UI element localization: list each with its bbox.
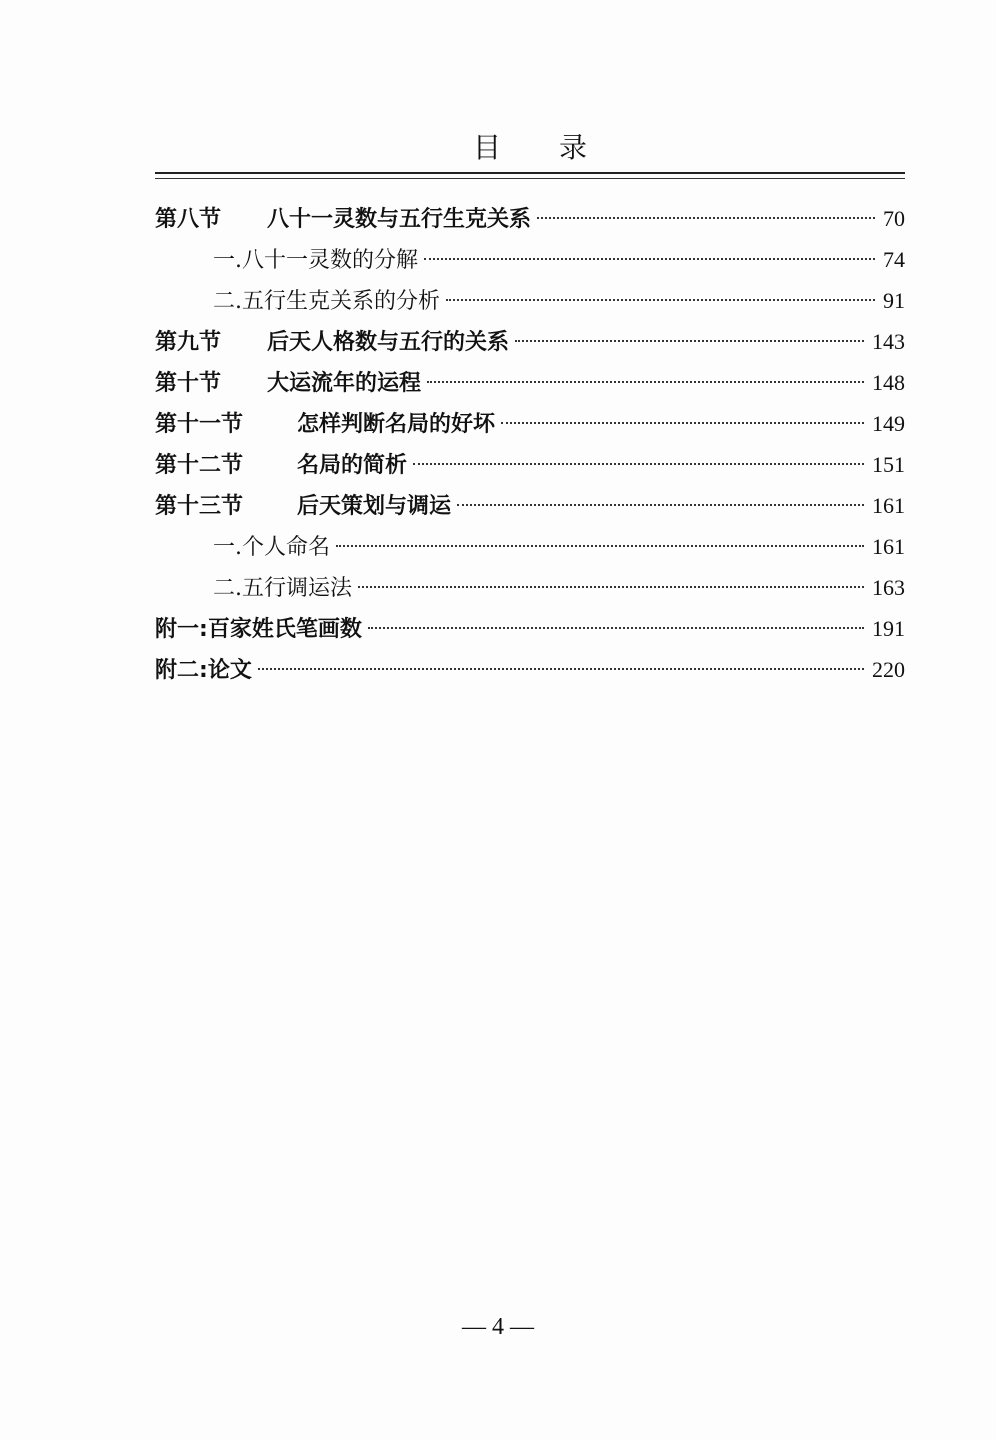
toc-entry-title: 后天人格数与五行的关系	[267, 330, 510, 355]
toc-leader-dots	[446, 299, 875, 301]
toc-entry-title: 八十一灵数的分解	[242, 248, 419, 273]
toc-entry-title: 后天策划与调运	[297, 494, 452, 519]
toc-entry[interactable]	[155, 485, 905, 526]
toc-entry-page: 161	[872, 493, 905, 518]
toc-entry-number: 第十三节	[155, 494, 244, 519]
toc-entry-number: 一.	[213, 248, 242, 273]
toc-leader-dots	[258, 668, 864, 670]
toc-entry-number: 第十一节	[155, 412, 244, 437]
header-rule-thick	[155, 172, 905, 174]
toc-leader-dots	[501, 422, 864, 424]
toc-entry[interactable]	[155, 649, 905, 690]
toc-entry-page: 191	[872, 616, 905, 641]
table-of-contents	[155, 198, 905, 690]
toc-entry-number: 第十节	[155, 371, 222, 396]
toc-entry[interactable]	[155, 444, 905, 485]
toc-entry-page: 91	[883, 288, 905, 313]
toc-entry-page: 151	[872, 452, 905, 477]
toc-entry-title: 名局的简析	[297, 453, 408, 478]
toc-leader-dots	[424, 258, 875, 260]
toc-entry-number: 第八节	[155, 207, 222, 232]
toc-entry-page: 70	[883, 206, 905, 231]
toc-entry[interactable]	[155, 198, 905, 239]
toc-entry-title: 百家姓氏笔画数	[207, 617, 362, 642]
toc-leader-dots	[336, 545, 864, 547]
toc-entry-title: 论文	[207, 658, 252, 683]
toc-entry[interactable]	[155, 567, 905, 608]
toc-leader-dots	[358, 586, 864, 588]
toc-entry[interactable]	[155, 239, 905, 280]
toc-entry-page: 74	[883, 247, 905, 272]
toc-entry-title: 五行调运法	[242, 576, 353, 601]
toc-leader-dots	[413, 463, 864, 465]
toc-entry[interactable]	[155, 608, 905, 649]
toc-entry-page: 161	[872, 534, 905, 559]
toc-entry-number: 一.	[213, 535, 242, 560]
toc-entry-title: 怎样判断名局的好坏	[297, 412, 496, 437]
toc-entry-page: 149	[872, 411, 905, 436]
toc-entry[interactable]	[155, 321, 905, 362]
toc-entry-page: 163	[872, 575, 905, 600]
toc-entry-number: 二.	[213, 576, 242, 601]
toc-entry-page: 148	[872, 370, 905, 395]
toc-entry-title: 大运流年的运程	[267, 371, 422, 396]
toc-entry[interactable]	[155, 403, 905, 444]
page-header-title: 目录	[472, 131, 645, 164]
toc-leader-dots	[537, 217, 875, 219]
header-rule-thin	[155, 178, 905, 179]
toc-leader-dots	[457, 504, 864, 506]
toc-entry-page: 143	[872, 329, 905, 354]
toc-entry-number: 第十二节	[155, 453, 244, 478]
toc-entry-number: 附二:	[155, 658, 208, 683]
toc-entry-number: 二.	[213, 289, 242, 314]
toc-entry-title: 八十一灵数与五行生克关系	[267, 207, 532, 232]
toc-entry[interactable]	[155, 362, 905, 403]
toc-entry-title: 个人命名	[242, 535, 331, 560]
toc-leader-dots	[515, 340, 864, 342]
toc-leader-dots	[368, 627, 864, 629]
toc-entry-number: 附一:	[155, 617, 208, 642]
toc-entry[interactable]	[155, 280, 905, 321]
toc-entry-page: 220	[872, 657, 905, 682]
toc-leader-dots	[427, 381, 864, 383]
page-number: — 4 —	[462, 1314, 534, 1340]
toc-entry-title: 五行生克关系的分析	[242, 289, 441, 314]
toc-entry-number: 第九节	[155, 330, 222, 355]
toc-entry[interactable]	[155, 526, 905, 567]
